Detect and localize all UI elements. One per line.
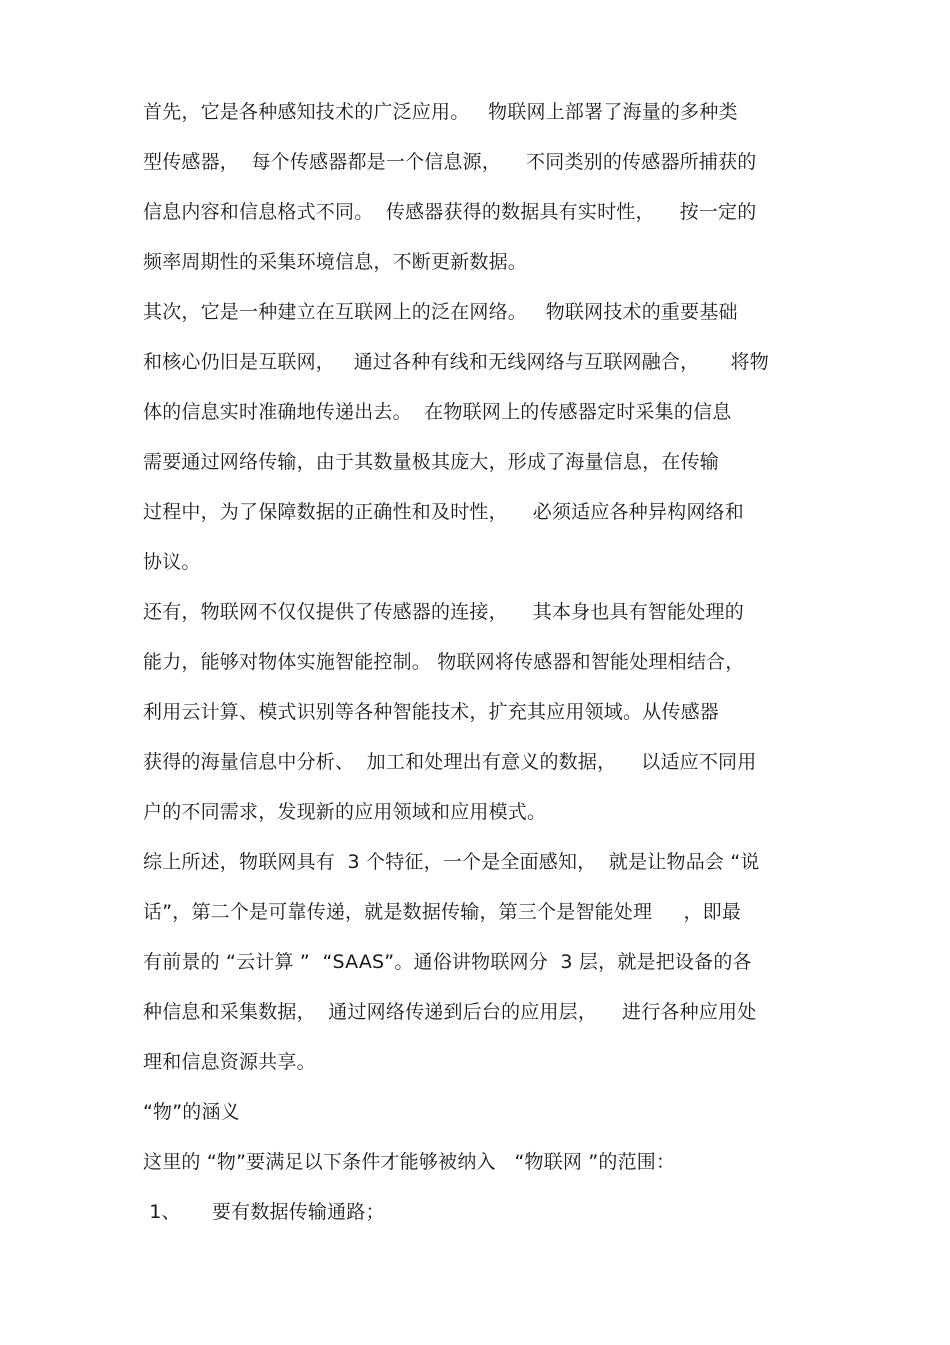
paragraph-line: 其次，它是一种建立在互联网上的泛在网络。 物联网技术的重要基础 — [143, 301, 738, 323]
paragraph-line: 种信息和采集数据， 通过网络传递到后台的应用层， 进行各种应用处 — [143, 1001, 757, 1023]
paragraph-line: 获得的海量信息中分析、 加工和处理出有意义的数据， 以适应不同用 — [143, 751, 757, 773]
paragraph-line: 利用云计算、模式识别等各种智能技术，扩充其应用领域。从传感器 — [143, 701, 720, 723]
paragraph-line: 能力，能够对物体实施智能控制。 物联网将传感器和智能处理相结合， — [143, 651, 745, 673]
section-heading: “物”的涵义 — [143, 1101, 240, 1123]
paragraph-line: 还有，物联网不仅仅提供了传感器的连接， 其本身也具有智能处理的 — [143, 601, 744, 623]
paragraph-line: 体的信息实时准确地传递出去。 在物联网上的传感器定时采集的信息 — [143, 401, 732, 423]
paragraph-line: 协议。 — [143, 551, 201, 573]
paragraph-line: 话”，第二个是可靠传递，就是数据传输，第三个是智能处理 ，即最 — [143, 901, 742, 923]
paragraph-line: 综上所述，物联网具有 3 个特征，一个是全面感知， 就是让物品会 “说 — [143, 851, 760, 873]
paragraph-line: 和核心仍旧是互联网， 通过各种有线和无线网络与互联网融合， 将物 — [143, 351, 769, 373]
paragraph-line: 理和信息资源共享。 — [143, 1051, 316, 1073]
paragraph-line: 频率周期性的采集环境信息，不断更新数据。 — [143, 251, 528, 273]
paragraph-line: 过程中，为了保障数据的正确性和及时性， 必须适应各种异构网络和 — [143, 501, 744, 523]
paragraph-line: 首先，它是各种感知技术的广泛应用。 物联网上部署了海量的多种类 — [143, 101, 738, 123]
paragraph-line: 户的不同需求，发现新的应用领域和应用模式。 — [143, 801, 547, 823]
paragraph-line: 这里的 “物”要满足以下条件才能够被纳入 “物联网 ”的范围： — [143, 1151, 676, 1173]
paragraph-line: 型传感器， 每个传感器都是一个信息源， 不同类别的传感器所捕获的 — [143, 151, 757, 173]
paragraph-line: 有前景的 “云计算 ” “SAAS”。通俗讲物联网分 3 层，就是把设备的各 — [143, 951, 752, 973]
list-item: 1、 要有数据传输通路； — [143, 1201, 385, 1223]
paragraph-line: 信息内容和信息格式不同。 传感器获得的数据具有实时性， 按一定的 — [143, 201, 757, 223]
paragraph-line: 需要通过网络传输，由于其数量极其庞大，形成了海量信息，在传输 — [143, 451, 720, 473]
